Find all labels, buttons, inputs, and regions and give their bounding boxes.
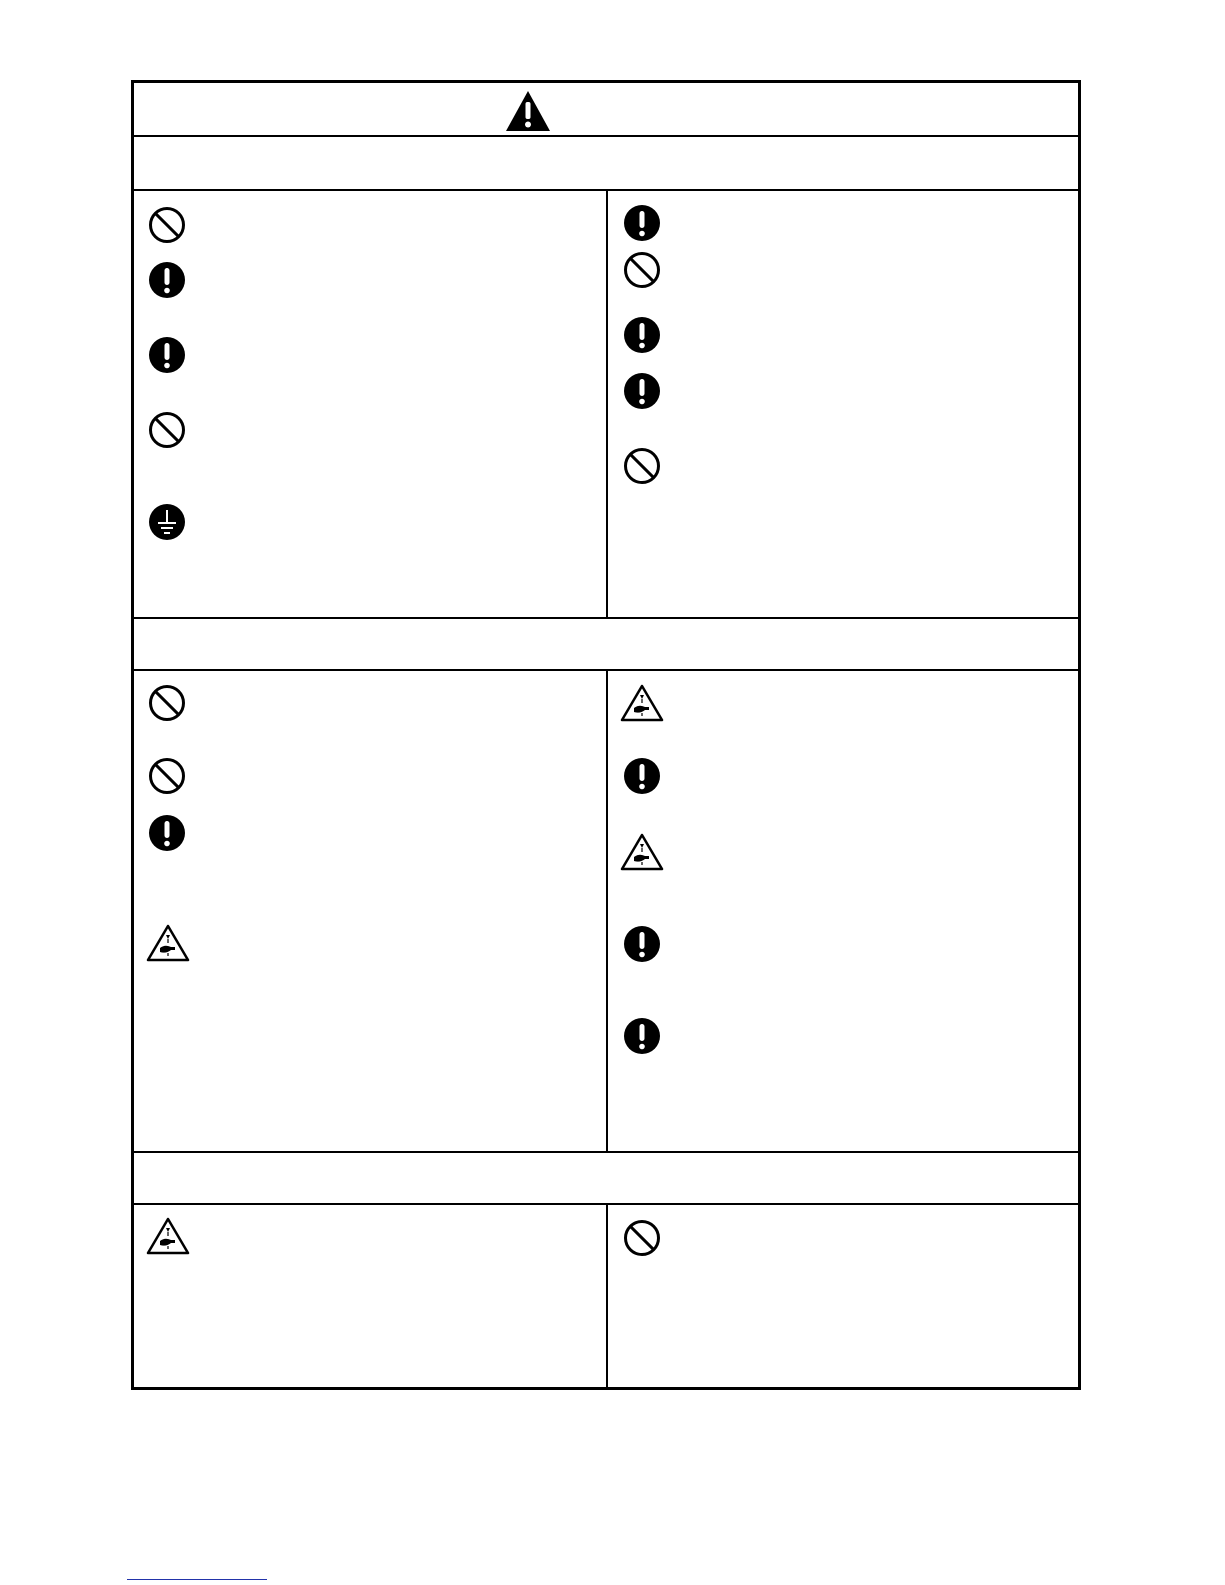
mandatory-action-icon [623,372,661,410]
safety-instructions-table [131,80,1081,1390]
section-1-title-bar [134,137,1078,189]
prohibition-icon [623,447,661,485]
hand-injury-warning-icon [146,924,190,962]
hand-injury-warning-icon [620,833,664,871]
prohibition-icon [623,1219,661,1257]
footer-rule [127,1579,267,1580]
section-2-column-divider [606,670,608,1152]
mandatory-action-icon [623,925,661,963]
prohibition-icon [148,757,186,795]
hand-injury-warning-icon [620,684,664,722]
warning-triangle-icon [505,90,551,132]
prohibition-icon [148,206,186,244]
section-3-title-bar [134,1153,1078,1203]
prohibition-icon [148,684,186,722]
mandatory-action-icon [623,204,661,242]
section-1-column-divider [606,190,608,618]
section-3-column-divider [606,1204,608,1390]
mandatory-action-icon [623,757,661,795]
mandatory-action-icon [148,336,186,374]
mandatory-action-icon [148,814,186,852]
hand-injury-warning-icon [146,1217,190,1255]
mandatory-action-icon [623,316,661,354]
ground-connection-icon [148,503,186,541]
prohibition-icon [148,411,186,449]
section-2-title-bar [134,619,1078,669]
prohibition-icon [623,251,661,289]
mandatory-action-icon [148,261,186,299]
mandatory-action-icon [623,1017,661,1055]
